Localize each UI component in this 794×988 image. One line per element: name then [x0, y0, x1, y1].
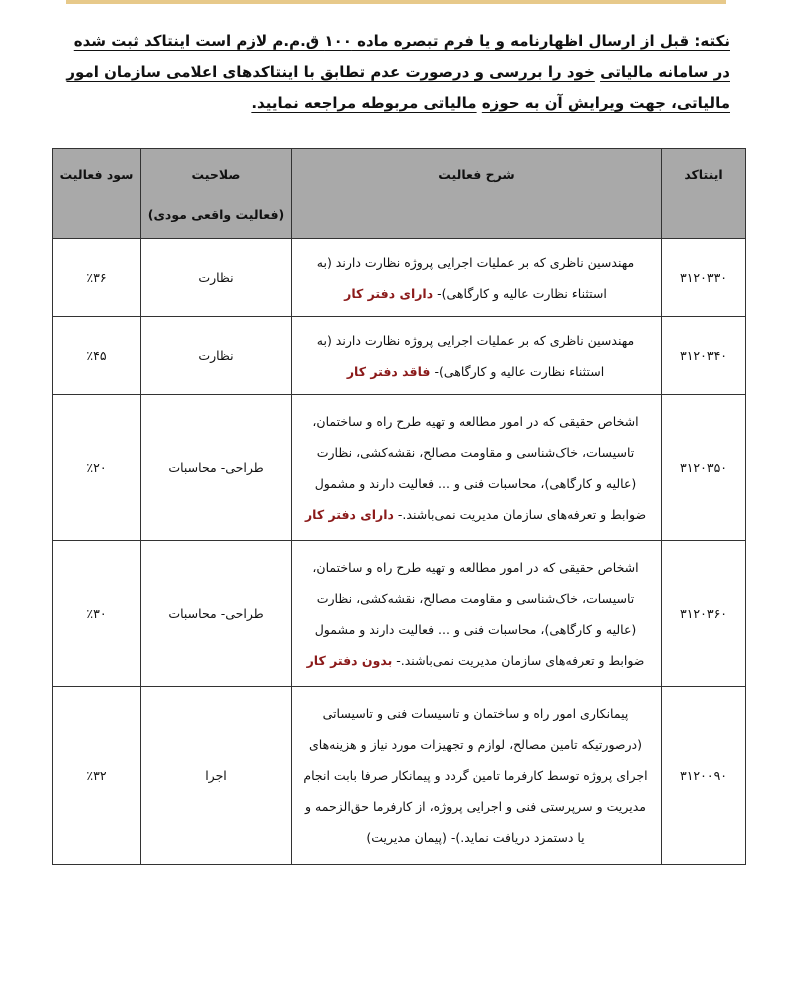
office-status: بدون دفتر کار [306, 652, 393, 668]
description-text: اشخاص حقیقی که در امور مطالعه و تهیه طرح راه و ساختمان، تاسیسات، خاک‌شناسی و مقاومت مصالح، نقشه‌کشی، نظارت (عالیه و کارگاهی)، محاسبات فنی و ... فعالیت دارند و مشمول ضوابط و تعرفه‌های سازمان مدیریت نمی‌باشند.- [312, 559, 645, 668]
table-header-row [53, 149, 746, 239]
header-profit: سود فعالیت [53, 149, 141, 239]
table-row [53, 317, 746, 395]
table-row [53, 687, 746, 865]
cell-description [292, 239, 662, 317]
header-code: اینتاکد [662, 149, 746, 239]
cell-profit: ٪۲۰ [53, 395, 141, 541]
cell-qualification: نظارت [141, 317, 292, 395]
cell-description [292, 541, 662, 687]
description-text: مهندسین ناظری که بر عملیات اجرایی پروژه نظارت دارند (به استثناء نظارت عالیه و کارگاهی)- [316, 332, 635, 379]
table-row [53, 541, 746, 687]
office-status: فاقد دفتر کار [346, 363, 431, 379]
table-row [53, 239, 746, 317]
top-decorative-rule [66, 0, 726, 4]
notice-line-3: مالیاتی مربوطه مراجعه نمایید. [251, 94, 477, 112]
cell-qualification: نظارت [141, 239, 292, 317]
office-status: دارای دفتر کار [304, 506, 394, 522]
cell-description [292, 317, 662, 395]
header-description: شرح فعالیت [292, 149, 662, 239]
description-text: مهندسین ناظری که بر عملیات اجرایی پروژه نظارت دارند (به استثناء نظارت عالیه و کارگاهی)- [316, 254, 635, 301]
cell-qualification: طراحی- محاسبات [141, 395, 292, 541]
cell-profit: ٪۳۶ [53, 239, 141, 317]
table-row [53, 395, 746, 541]
cell-profit: ٪۴۵ [53, 317, 141, 395]
activity-code-table [52, 148, 746, 865]
notice-line-1: نکته: قبل از ارسال اظهارنامه و یا فرم تبصره ماده ۱۰۰ ق.م.م لازم است اینتاکد ثبت شده در سامانه مالیاتی [73, 32, 730, 81]
header-qualification [141, 149, 292, 239]
cell-profit: ٪۳۰ [53, 541, 141, 687]
cell-code: ۳۱۲۰۳۳۰ [662, 239, 746, 317]
description-text: پیمانکاری امور راه و ساختمان و تاسیسات فنی و تاسیساتی (درصورتیکه تامین مصالح، لوازم و تجهیزات مورد نیاز و هزینه‌های اجرای پروژه توسط کارفرما تامین گردد و پیمانکار صرفا بابت انجام مدیریت و سرپرستی فنی و اجرایی پروژه، از کارفرما حق‌الزحمه و یا دستمزد دریافت نماید.)- (پیمان مدیریت) [303, 706, 648, 845]
tax-notice [62, 26, 730, 119]
cell-code: ۳۱۲۰۰۹۰ [662, 687, 746, 865]
description-text: اشخاص حقیقی که در امور مطالعه و تهیه طرح راه و ساختمان، تاسیسات، خاک‌شناسی و مقاومت مصالح، نقشه‌کشی، نظارت (عالیه و کارگاهی)، محاسبات فنی و ... فعالیت دارند و مشمول ضوابط و تعرفه‌های سازمان مدیریت نمی‌باشند.- [312, 413, 647, 522]
cell-qualification: طراحی- محاسبات [141, 541, 292, 687]
cell-code: ۳۱۲۰۳۵۰ [662, 395, 746, 541]
header-qualification-label: صلاحیت [191, 167, 241, 182]
office-status: دارای دفتر کار [344, 285, 434, 301]
cell-profit: ٪۳۲ [53, 687, 141, 865]
cell-description [292, 687, 662, 865]
cell-code: ۳۱۲۰۳۶۰ [662, 541, 746, 687]
cell-description [292, 395, 662, 541]
cell-qualification: اجرا [141, 687, 292, 865]
header-qualification-sub: (فعالیت واقعی مودی) [147, 207, 285, 222]
cell-code: ۳۱۲۰۳۴۰ [662, 317, 746, 395]
notice-line-2: خود را بررسی و درصورت عدم تطابق با اینتاکدهای اعلامی سازمان امور مالیاتی، جهت ویرایش آن به حوزه [66, 63, 730, 112]
